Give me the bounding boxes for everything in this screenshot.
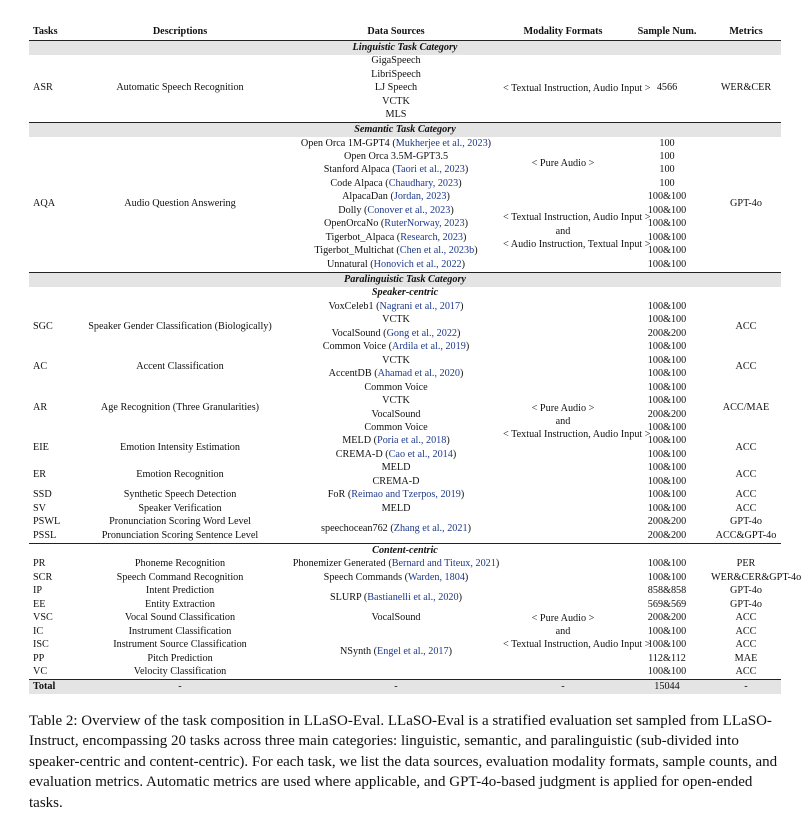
table-row — [29, 462, 781, 475]
description-cell: Vocal Sound Classification — [124, 612, 236, 624]
sample-num-cell: 100&100 — [647, 191, 687, 203]
data-source-cell: Stanford Alpaca (Taori et al., 2023) — [323, 164, 469, 176]
description-cell: Accent Classification — [136, 361, 224, 373]
source-name: VocalSound — [371, 612, 421, 624]
sample-num-cell: 100&100 — [647, 381, 687, 393]
sample-num-cell: 100 — [659, 164, 675, 176]
metric-cell: WER&CER&GPT-4o — [711, 571, 802, 583]
modality-format-line: < Pure Audio > — [531, 402, 595, 414]
task-cell: ISC — [33, 639, 49, 651]
source-citation-link[interactable]: Reimao and Tzerpos, 2019 — [351, 489, 461, 501]
task-cell: SGC — [33, 320, 53, 332]
sample-num-cell: 100&100 — [647, 245, 687, 257]
description-cell: Instrument Source Classification — [113, 639, 247, 651]
sample-num-cell: 100&100 — [647, 314, 687, 326]
sample-num-cell: 100&100 — [647, 354, 687, 366]
header-sample-num: Sample Num. — [623, 24, 711, 41]
total-dash: - — [711, 680, 781, 694]
table-row — [29, 502, 781, 515]
source-name: Common Voice — [364, 381, 428, 393]
section-linguistic — [29, 41, 781, 55]
sample-num-cell: 200&200 — [647, 408, 687, 420]
subsection-speaker-centric — [29, 287, 781, 300]
sample-num-cell: 100&100 — [647, 258, 687, 270]
data-source-cell — [289, 502, 503, 515]
table-row — [29, 354, 781, 367]
sample-num-cell: 100&100 — [647, 502, 687, 514]
metric-cell: ACC/MAE — [722, 401, 770, 413]
data-source-cell: NSynth (Engel et al., 2017) — [339, 645, 453, 657]
task-cell: IP — [33, 585, 43, 597]
task-cell: ASR — [33, 82, 53, 94]
total-dash: - — [71, 680, 289, 694]
description-cell: Pitch Prediction — [147, 652, 213, 664]
sample-num-cell: 100&100 — [647, 421, 687, 433]
metric-cell: GPT-4o — [730, 198, 762, 210]
task-cell: EE — [33, 598, 46, 610]
section-paralinguistic — [29, 272, 781, 286]
source-name: Open Orca 3.5M-GPT3.5 — [343, 150, 449, 162]
description-cell: Phoneme Recognition — [134, 558, 226, 570]
table-row — [29, 558, 781, 571]
table-row — [29, 55, 781, 68]
source-citation-link[interactable]: Poria et al., 2018 — [377, 435, 447, 447]
source-citation-link[interactable]: Ahamad et al., 2020 — [377, 368, 460, 380]
header-modality-formats: Modality Formats — [503, 24, 623, 41]
data-source-cell: VoxCeleb1 (Nagrani et al., 2017) — [328, 300, 464, 312]
data-source-cell — [289, 408, 503, 421]
caption-text: Overview of the task composition in LLaSO-Eval. LLaSO-Eval is a stratified evaluation set sampled from LLaSO-Instruct, encompassing 20 tasks across three main categories: linguistic, semantic, and paralinguistic (sub-divided into speaker-centric and content-centric). For each task, we list the data sources, evaluation modality formats, sample counts, and evaluation metrics. Automatic metrics are used where applicable, and GPT-4o-based judgment is applied for open-ended tasks. — [29, 713, 778, 811]
table-row — [29, 571, 781, 584]
sample-num-cell: 100&100 — [647, 666, 687, 678]
modality-format-line: < Textual Instruction, Audio Input > — [503, 639, 651, 651]
header-metrics: Metrics — [711, 24, 781, 41]
description-cell: Age Recognition (Three Granularities) — [100, 401, 260, 413]
section-semantic-title: Semantic Task Category — [29, 123, 781, 137]
data-source-cell: Tigerbot_Alpaca (Research, 2023) — [325, 231, 467, 243]
data-source-cell: Dolly (Conover et al., 2023) — [338, 204, 454, 216]
total-row — [29, 680, 781, 694]
data-source-cell: OpenOrcaNo (RuterNorway, 2023) — [324, 218, 468, 230]
source-name: VocalSound — [371, 408, 421, 420]
sample-num-cell: 100&100 — [647, 558, 687, 570]
subsection-content-centric-title: Content-centric — [29, 543, 781, 557]
source-name: Code Alpaca — [330, 177, 383, 189]
data-source-cell — [289, 394, 503, 407]
data-source-cell — [289, 354, 503, 367]
source-name: VCTK — [382, 354, 410, 366]
source-name: CREMA-D — [372, 475, 420, 487]
data-source-cell: Common Voice (Ardila et al., 2019) — [322, 341, 470, 353]
sample-num-cell: 100 — [659, 150, 675, 162]
task-cell: SV — [33, 502, 47, 514]
modality-format-cell — [503, 191, 651, 273]
sample-num-cell: 100&100 — [647, 489, 687, 501]
source-citation-link[interactable]: Nagrani et al., 2017 — [379, 300, 461, 312]
task-cell: PR — [33, 558, 46, 570]
source-name: Tigerbot_Alpaca — [325, 231, 395, 243]
modality-format-line: < Textual Instruction, Audio Input > — [503, 82, 651, 94]
data-source-cell — [289, 150, 503, 163]
source-name: SLURP — [329, 591, 362, 603]
metric-cell: ACC — [735, 489, 757, 501]
source-name: MELD — [342, 435, 372, 447]
source-name: MELD — [381, 462, 411, 474]
metric-cell: WER&CER — [720, 82, 772, 94]
source-citation-link[interactable]: Honovich et al., 2022 — [373, 258, 462, 270]
table-row — [29, 137, 781, 150]
metric-cell: GPT-4o — [730, 585, 762, 597]
subsection-speaker-centric-title: Speaker-centric — [29, 287, 781, 300]
total-samples: 15044 — [623, 680, 711, 694]
data-source-cell — [289, 462, 503, 475]
description-cell: Velocity Classification — [133, 666, 227, 678]
modality-format-line: < Textual Instruction, Audio Input > — [503, 429, 651, 441]
task-composition-table — [29, 24, 802, 694]
metric-cell: PER — [736, 558, 756, 570]
description-cell: Audio Question Answering — [124, 198, 236, 210]
description-cell: Intent Prediction — [145, 585, 215, 597]
source-name: Speech Commands — [323, 571, 403, 583]
modality-format-line: < Audio Instruction, Textual Input > — [503, 238, 651, 250]
metric-cell: GPT-4o — [730, 516, 762, 528]
description-cell: Speech Command Recognition — [116, 571, 244, 583]
modality-format-line: and — [555, 415, 571, 427]
source-citation-link[interactable]: Warden, 1804 — [408, 571, 465, 583]
modality-format-line: and — [555, 626, 571, 638]
data-source-cell: VCTK — [382, 95, 410, 107]
source-citation-link[interactable]: RuterNorway, 2023 — [384, 218, 465, 230]
sample-num-cell: 569&569 — [647, 598, 687, 610]
sample-num-cell: 200&200 — [647, 327, 687, 339]
metric-cell: ACC — [735, 625, 757, 637]
header-descriptions: Descriptions — [71, 24, 289, 41]
description-cell: Entity Extraction — [145, 598, 215, 610]
source-citation-link[interactable]: Conover et al., 2023 — [367, 204, 451, 216]
source-name: FoR — [327, 489, 346, 501]
table-caption — [29, 711, 789, 813]
data-source-cell — [289, 475, 503, 488]
sample-num-cell: 100&100 — [647, 625, 687, 637]
metric-cell: ACC — [735, 320, 757, 332]
data-source-cell: GigaSpeech — [371, 55, 421, 67]
source-name: VocalSound — [331, 327, 381, 339]
source-name: VCTK — [382, 395, 410, 407]
modality-format-line: and — [555, 225, 571, 237]
source-citation-link[interactable]: Chaudhary, 2023 — [388, 177, 459, 189]
source-citation-link[interactable]: Bastianelli et al., 2020 — [367, 591, 459, 603]
modality-format-line: < Pure Audio > — [531, 612, 595, 624]
data-source-cell: AccentDB (Ahamad et al., 2020) — [328, 368, 464, 380]
modality-format-line: < Pure Audio > — [531, 158, 595, 170]
source-name: OpenOrcaNo — [324, 218, 379, 230]
table-row — [29, 381, 781, 394]
task-cell: SCR — [33, 571, 53, 583]
data-source-cell: MLS — [385, 109, 407, 121]
data-source-cell: Unnatural (Honovich et al., 2022) — [326, 258, 466, 270]
table-row — [29, 300, 781, 313]
task-cell: AQA — [33, 198, 56, 210]
sample-num-cell: 100&100 — [647, 639, 687, 651]
description-cell: Automatic Speech Recognition — [116, 82, 244, 94]
description-cell: Pronunciation Scoring Word Level — [109, 516, 251, 528]
task-cell: PP — [33, 652, 45, 664]
sample-num-cell: 100 — [659, 137, 675, 149]
data-source-cell — [289, 313, 503, 326]
sample-num-cell: 200&200 — [647, 516, 687, 528]
task-cell: VSC — [33, 612, 53, 624]
sample-num-cell: 100&100 — [647, 218, 687, 230]
data-source-cell — [289, 421, 503, 434]
source-citation-link[interactable]: Gong et al., 2022 — [386, 327, 458, 339]
metric-cell: GPT-4o — [730, 598, 762, 610]
modality-format-cell — [503, 558, 623, 585]
metric-cell: ACC — [735, 361, 757, 373]
data-source-cell: Phonemizer Generated (Bernard and Titeux, 2021) — [292, 558, 500, 570]
task-cell: AR — [33, 401, 48, 413]
task-cell: AC — [33, 361, 48, 373]
source-name: NSynth — [339, 645, 372, 657]
data-source-cell: Tigerbot_Multichat (Chen et al., 2023b) — [314, 245, 478, 257]
total-label: Total — [29, 680, 71, 694]
sample-num-cell: 100&100 — [647, 571, 687, 583]
source-name: AlpacaDan — [342, 191, 388, 203]
source-citation-link[interactable]: Research, 2023 — [400, 231, 464, 243]
source-name: VCTK — [382, 314, 410, 326]
sample-num-cell: 100&100 — [647, 231, 687, 243]
task-cell: EIE — [33, 442, 49, 454]
sample-num-cell: 100&100 — [647, 368, 687, 380]
source-citation-link[interactable]: Chen et al., 2023b — [399, 245, 475, 257]
data-source-cell: SLURP (Bastianelli et al., 2020) — [329, 591, 463, 603]
description-cell: Emotion Intensity Estimation — [120, 442, 240, 454]
source-name: speechocean762 — [321, 523, 388, 535]
source-name: VoxCeleb1 — [328, 300, 374, 312]
sample-num-cell: 100&100 — [647, 462, 687, 474]
metric-cell: ACC — [735, 442, 757, 454]
data-source-cell: AlpacaDan (Jordan, 2023) — [342, 191, 450, 203]
data-source-cell: Code Alpaca (Chaudhary, 2023) — [330, 177, 462, 189]
sample-num-cell: 100&100 — [647, 435, 687, 447]
description-cell: Emotion Recognition — [136, 469, 224, 481]
sample-num-cell: 112&112 — [648, 652, 686, 664]
header-tasks: Tasks — [29, 24, 71, 41]
source-name: MELD — [381, 502, 411, 514]
source-name: CREMA-D — [335, 448, 383, 460]
source-name: Common Voice — [322, 341, 387, 353]
source-name: Dolly — [338, 204, 362, 216]
total-dash: - — [289, 680, 503, 694]
modality-format-cell — [503, 55, 651, 123]
section-paralinguistic-title: Paralinguistic Task Category — [29, 272, 781, 286]
source-name: Common Voice — [364, 421, 428, 433]
description-cell: Pronunciation Scoring Sentence Level — [101, 529, 259, 541]
metric-cell: ACC — [735, 666, 757, 678]
sample-num-cell: 100&100 — [647, 448, 687, 460]
source-name: Unnatural — [326, 258, 368, 270]
metric-cell: ACC — [735, 612, 757, 624]
data-source-cell: CREMA-D (Cao et al., 2014) — [335, 448, 457, 460]
data-source-cell: speechocean762 (Zhang et al., 2021) — [321, 523, 471, 535]
task-cell: ER — [33, 469, 47, 481]
data-source-cell: MELD (Poria et al., 2018) — [342, 435, 450, 447]
metric-cell: ACC — [735, 639, 757, 651]
data-source-cell — [289, 611, 503, 624]
sample-num-cell: 200&200 — [647, 529, 687, 541]
sample-num-cell: 4566 — [656, 82, 678, 94]
sample-num-cell: 100&100 — [647, 204, 687, 216]
source-name: Open Orca 1M-GPT4 — [300, 137, 390, 149]
header-row — [29, 24, 781, 41]
sample-num-cell: 100&100 — [647, 341, 687, 353]
task-cell: SSD — [33, 489, 52, 501]
task-cell: PSSL — [33, 529, 57, 541]
subsection-content-centric — [29, 543, 781, 557]
data-source-cell: VocalSound (Gong et al., 2022) — [331, 327, 461, 339]
metric-cell: ACC&GPT-4o — [715, 529, 777, 541]
metric-cell: MAE — [734, 652, 758, 664]
source-citation-link[interactable]: Ardila et al., 2019 — [392, 341, 466, 353]
description-cell: Speaker Verification — [138, 502, 222, 514]
total-dash: - — [503, 680, 623, 694]
sample-num-cell: 200&200 — [647, 612, 687, 624]
task-cell: IC — [33, 625, 44, 637]
source-citation-link[interactable]: Taori et al., 2023 — [395, 164, 465, 176]
table-row — [29, 489, 781, 502]
source-citation-link[interactable]: Bernard and Titeux, 2021 — [391, 558, 496, 570]
data-source-cell: FoR (Reimao and Tzerpos, 2019) — [327, 489, 465, 501]
description-cell: Speaker Gender Classification (Biologically) — [88, 320, 272, 332]
source-name: Tigerbot_Multichat — [314, 245, 394, 257]
source-citation-link[interactable]: Engel et al., 2017 — [377, 645, 449, 657]
table-row — [29, 516, 781, 529]
header-data-sources: Data Sources — [289, 24, 503, 41]
sample-num-cell: 100&100 — [647, 395, 687, 407]
table-row — [29, 611, 781, 624]
source-name: Phonemizer Generated — [292, 558, 386, 570]
data-source-cell: LJ Speech — [374, 82, 418, 94]
caption-label: Table 2: — [29, 713, 78, 729]
task-cell: PSWL — [33, 516, 61, 528]
modality-format-cell — [503, 137, 623, 191]
source-citation-link[interactable]: Cao et al., 2014 — [388, 448, 453, 460]
data-source-cell: Open Orca 1M-GPT4 (Mukherjee et al., 2023) — [300, 137, 492, 149]
modality-format-cell — [503, 300, 651, 543]
sample-num-cell: 100&100 — [647, 300, 687, 312]
modality-format-cell — [503, 584, 651, 679]
section-linguistic-title: Linguistic Task Category — [29, 41, 781, 55]
description-cell: Instrument Classification — [128, 625, 232, 637]
source-citation-link[interactable]: Jordan, 2023 — [393, 191, 447, 203]
metric-cell: ACC — [735, 502, 757, 514]
task-cell: VC — [33, 666, 48, 678]
table-row — [29, 435, 781, 448]
data-source-cell: Speech Commands (Warden, 1804) — [323, 571, 469, 583]
metric-cell: ACC — [735, 469, 757, 481]
table-row — [29, 584, 781, 597]
source-name: AccentDB — [328, 368, 372, 380]
sample-num-cell: 100&100 — [647, 475, 687, 487]
data-source-cell — [289, 381, 503, 394]
data-source-cell: LibriSpeech — [371, 68, 421, 80]
source-citation-link[interactable]: Zhang et al., 2021 — [393, 523, 468, 535]
section-semantic — [29, 123, 781, 137]
table-row — [29, 625, 781, 638]
sample-num-cell: 858&858 — [647, 585, 687, 597]
modality-format-line: < Textual Instruction, Audio Input > — [503, 212, 651, 224]
sample-num-cell: 100 — [659, 177, 675, 189]
source-name: Stanford Alpaca — [323, 164, 390, 176]
description-cell: Synthetic Speech Detection — [123, 489, 237, 501]
source-citation-link[interactable]: Mukherjee et al., 2023 — [395, 137, 488, 149]
